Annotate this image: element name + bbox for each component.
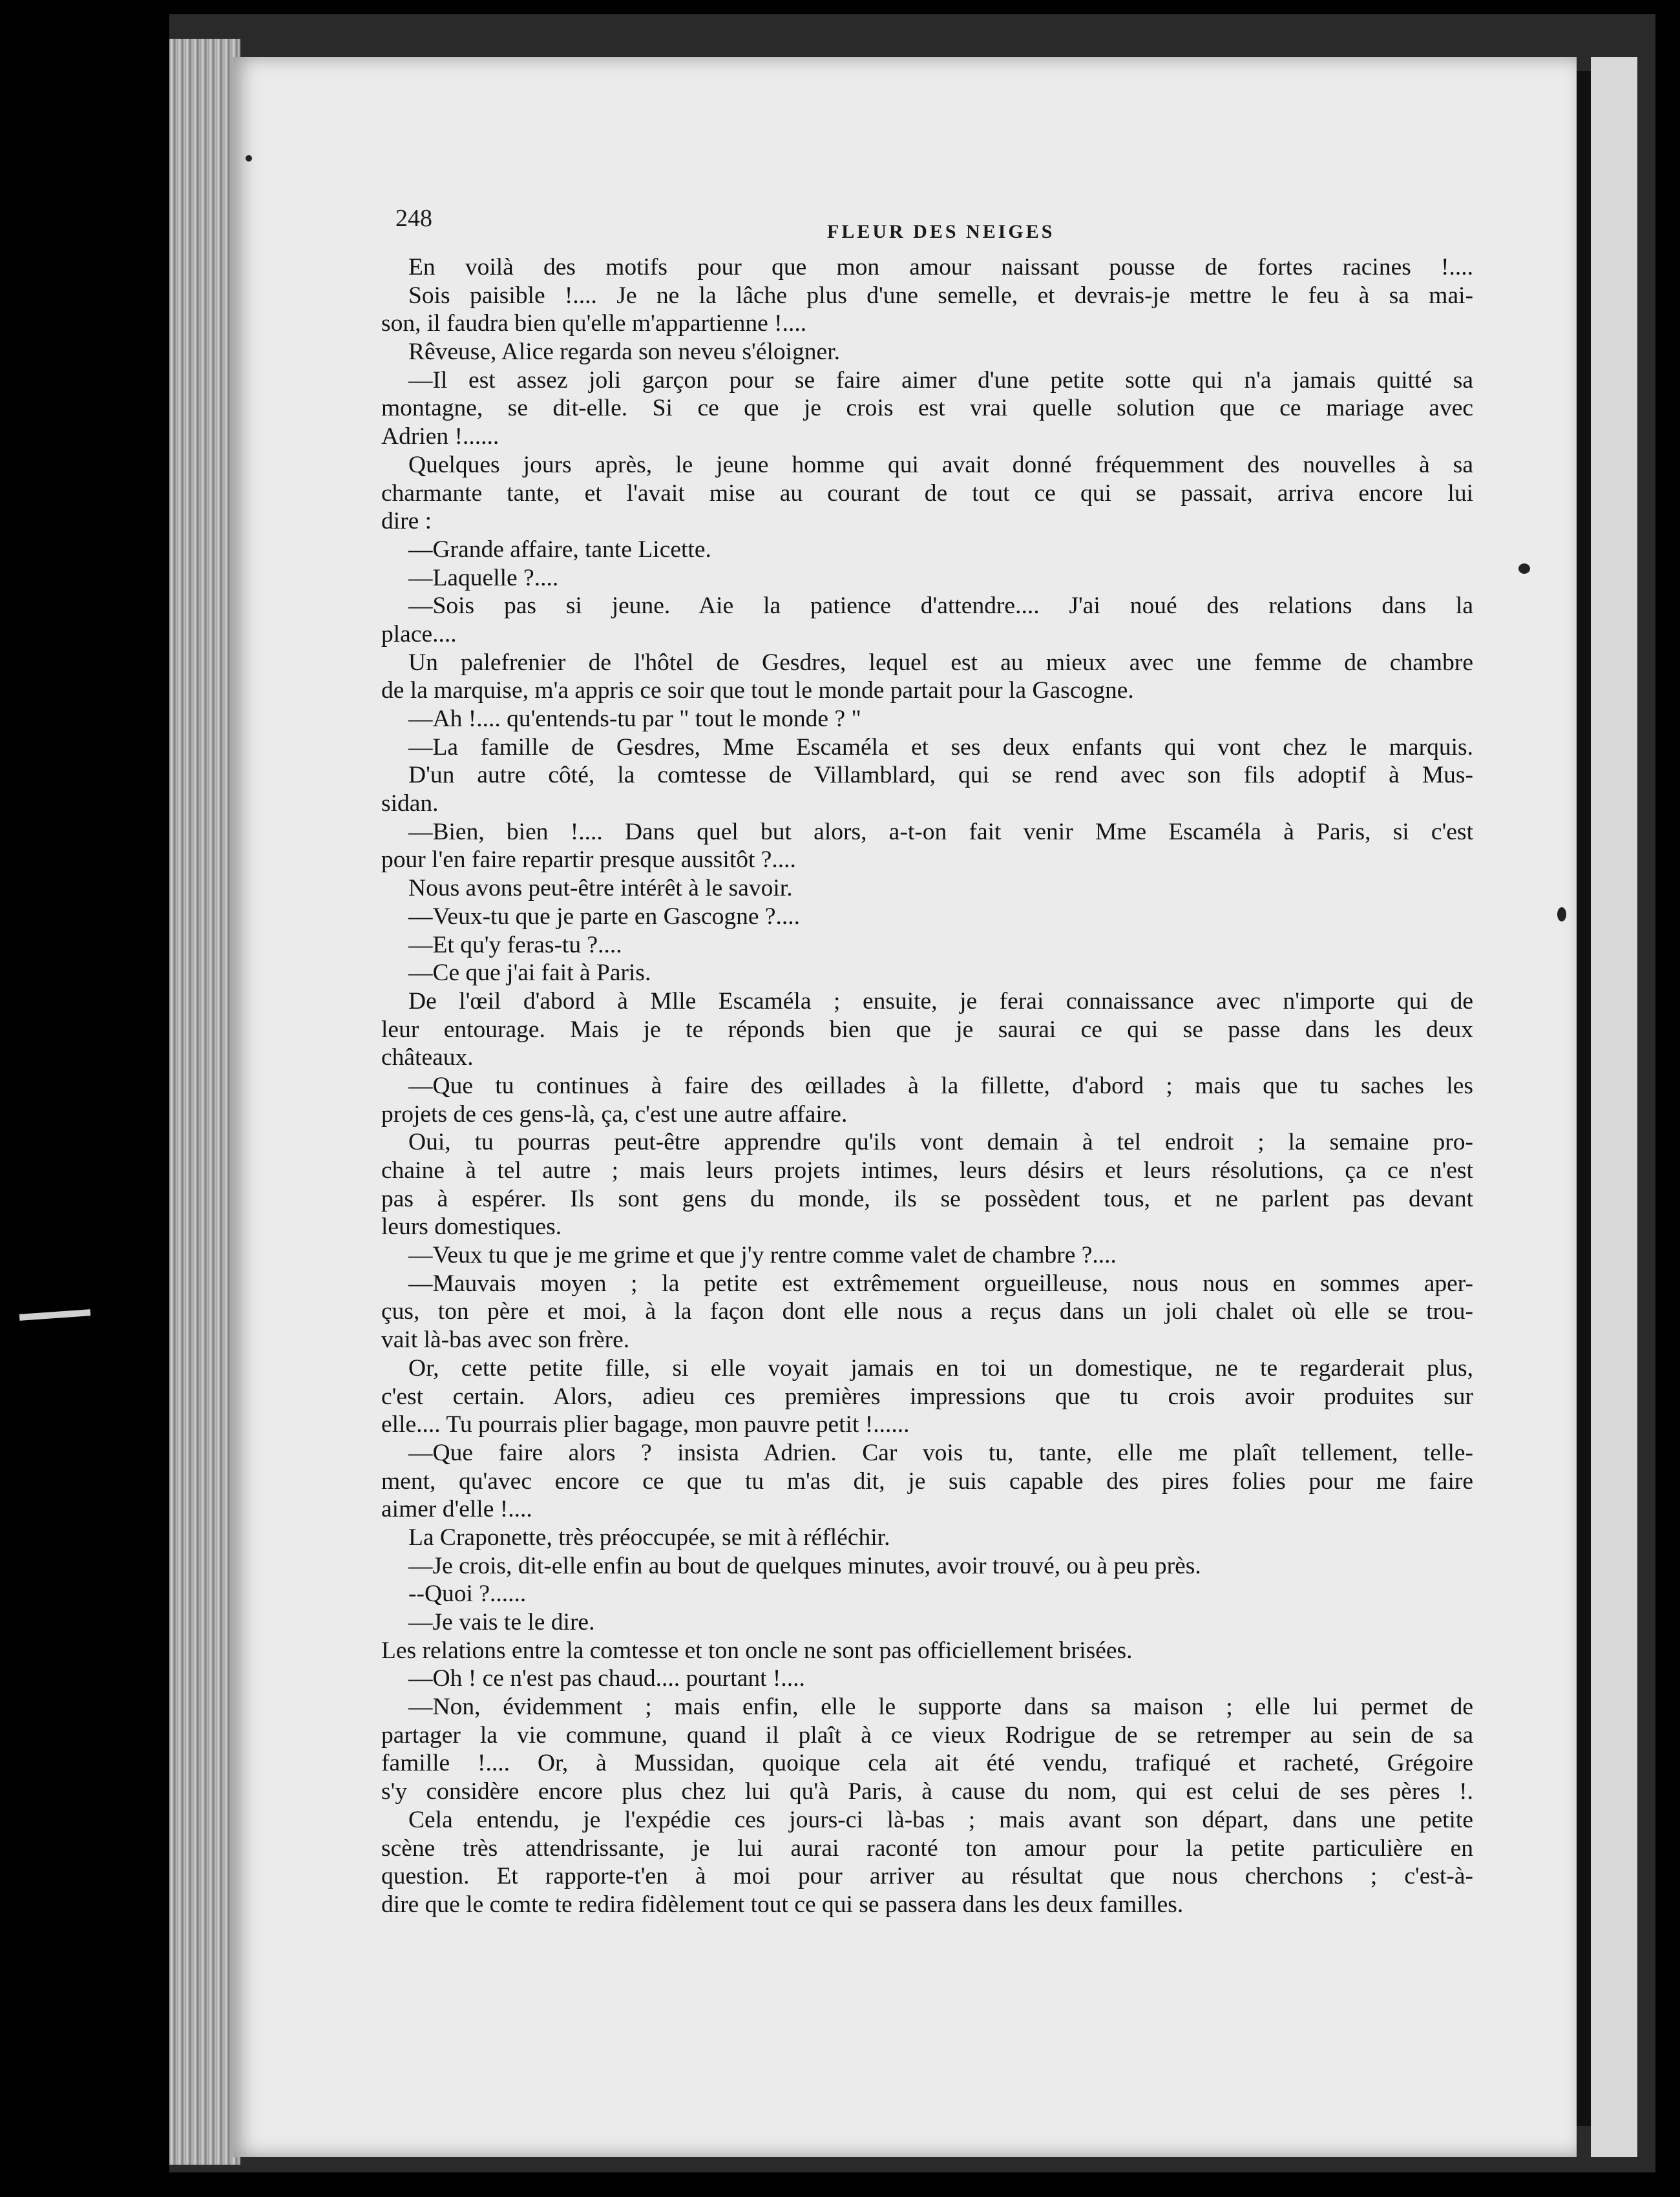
- text-line: pas à espérer. Ils sont gens du monde, ils se possèdent tous, et ne parlent pas devant: [381, 1185, 1473, 1212]
- text-line: --Quoi ?......: [408, 1581, 527, 1608]
- text-line: Un palefrenier de l'hôtel de Gesdres, lequel est au mieux avec une femme de chambre: [408, 649, 1473, 676]
- text-line: vait là-bas avec son frère.: [381, 1327, 630, 1354]
- text-line: —Il est assez joli garçon pour se faire aimer d'une petite sotte qui n'a jamais quitté sa: [408, 366, 1473, 394]
- text-line: chaine à tel autre ; mais leurs projets intimes, leurs désirs et leurs résolutions, ça ce n'est: [381, 1157, 1473, 1184]
- scan-speck: [1518, 563, 1530, 574]
- text-line: —Ce que j'ai fait à Paris.: [408, 960, 651, 987]
- text-line: pour l'en faire repartir presque aussitôt ?....: [381, 846, 796, 874]
- body-text: [381, 253, 1473, 1919]
- text-line: De l'œil d'abord à Mlle Escaméla ; ensuite, je ferai connaissance avec n'importe qui de: [408, 987, 1473, 1014]
- text-line: question. Et rapporte-t'en à moi pour arriver au résultat que nous cherchons ; c'est-à-: [381, 1863, 1473, 1890]
- text-line: —Veux tu que je me grime et que j'y rentre comme valet de chambre ?....: [408, 1242, 1117, 1269]
- text-line: —Et qu'y feras-tu ?....: [408, 931, 622, 958]
- text-line: dire que le comte te redira fidèlement tout ce qui se passera dans les deux familles.: [381, 1891, 1184, 1918]
- scan-speck: [246, 155, 252, 162]
- text-line: Les relations entre la comtesse et ton oncle ne sont pas officiellement brisées.: [381, 1637, 1133, 1664]
- scan-speck: [1557, 907, 1566, 921]
- text-line: —Mauvais moyen ; la petite est extrêmement orgueilleuse, nous nous en sommes aper-: [408, 1270, 1473, 1297]
- text-line: —Que tu continues à faire des œillades à la fillette, d'abord ; mais que tu saches les: [408, 1072, 1473, 1099]
- page-number: 248: [395, 205, 432, 232]
- text-line: de la marquise, m'a appris ce soir que tout le monde partait pour la Gascogne.: [381, 677, 1134, 704]
- text-line: Nous avons peut-être intérêt à le savoir.: [408, 875, 793, 902]
- text-line: projets de ces gens-là, ça, c'est une autre affaire.: [381, 1100, 848, 1128]
- text-line: Quelques jours après, le jeune homme qui avait donné fréquemment des nouvelles à sa: [408, 451, 1473, 478]
- text-line: elle.... Tu pourrais plier bagage, mon pauvre petit !......: [381, 1411, 910, 1438]
- text-line: En voilà des motifs pour que mon amour naissant pousse de fortes racines !....: [408, 254, 1473, 280]
- page-edges: [169, 39, 240, 2165]
- text-line: Cela entendu, je l'expédie ces jours-ci là-bas ; mais avant son départ, dans une petite: [408, 1806, 1473, 1833]
- text-line: Or, cette petite fille, si elle voyait jamais en toi un domestique, ne te regarderait plus,: [408, 1354, 1473, 1382]
- text-line: montagne, se dit-elle. Si ce que je crois est vrai quelle solution que ce mariage avec: [381, 395, 1473, 422]
- text-line: châteaux.: [381, 1044, 474, 1071]
- text-line: dire :: [381, 508, 432, 535]
- text-line: Oui, tu pourras peut-être apprendre qu'ils vont demain à tel endroit ; la semaine pro-: [408, 1129, 1473, 1156]
- text-line: çus, ton père et moi, à la façon dont elle nous a reçus dans un joli chalet où elle se trou-: [381, 1298, 1473, 1325]
- text-line: —Je crois, dit-elle enfin au bout de quelques minutes, avoir trouvé, ou à peu près.: [408, 1552, 1201, 1579]
- scan-artifact: [19, 1309, 90, 1321]
- text-line: —Oh ! ce n'est pas chaud.... pourtant !....: [408, 1665, 805, 1692]
- text-line: —Sois pas si jeune. Aie la patience d'attendre.... J'ai noué des relations dans la: [408, 593, 1473, 620]
- text-line: aimer d'elle !....: [381, 1496, 532, 1523]
- text-line: —Je vais te le dire.: [408, 1609, 595, 1635]
- text-line: —La famille de Gesdres, Mme Escaméla et ses deux enfants qui vont chez le marquis.: [408, 733, 1473, 761]
- text-line: Rêveuse, Alice regarda son neveu s'éloigner.: [408, 339, 840, 366]
- text-line: son, il faudra bien qu'elle m'appartienne !....: [381, 310, 807, 337]
- text-line: —Que faire alors ? insista Adrien. Car vois tu, tante, elle me plaît tellement, telle-: [408, 1439, 1473, 1466]
- text-line: Sois paisible !.... Je ne la lâche plus d'une semelle, et devrais-je mettre le feu à sa mai-: [408, 282, 1473, 309]
- text-line: —Bien, bien !.... Dans quel but alors, a-t-on fait venir Mme Escaméla à Paris, si c'est: [408, 818, 1473, 845]
- text-line: —Non, évidemment ; mais enfin, elle le supporte dans sa maison ; elle lui permet de: [408, 1694, 1473, 1721]
- text-line: famille !.... Or, à Mussidan, quoique cela ait été vendu, trafiqué et racheté, Grégoire: [381, 1750, 1473, 1777]
- text-line: —Grande affaire, tante Licette.: [408, 536, 711, 563]
- page-gutter: [1577, 71, 1591, 2126]
- text-line: sidan.: [381, 790, 439, 817]
- facing-page-edge: [1591, 57, 1637, 2157]
- text-line: leurs domestiques.: [381, 1214, 562, 1241]
- text-line: s'y considère encore plus chez lui qu'à Paris, à cause du nom, qui est celui de ses pères !.: [381, 1778, 1473, 1805]
- text-line: c'est certain. Alors, adieu ces premières impressions que tu crois avoir produites sur: [381, 1383, 1473, 1410]
- text-line: ment, qu'avec encore ce que tu m'as dit, je suis capable des pires folies pour me faire: [381, 1467, 1473, 1495]
- text-line: place....: [381, 620, 457, 647]
- text-line: Adrien !......: [381, 423, 499, 450]
- text-line: partager la vie commune, quand il plaît à ce vieux Rodrigue de se retremper au sein de sa: [381, 1721, 1473, 1749]
- text-line: La Craponette, très préoccupée, se mit à réfléchir.: [408, 1524, 890, 1551]
- text-line: charmante tante, et l'avait mise au courant de tout ce qui se passait, arriva encore lui: [381, 479, 1473, 507]
- text-line: —Ah !.... qu'entends-tu par " tout le monde ? ": [408, 706, 861, 732]
- text-line: scène très attendrissante, je lui aurai raconté ton amour pour la petite particulière en: [381, 1834, 1473, 1862]
- text-line: —Veux-tu que je parte en Gascogne ?....: [408, 903, 801, 930]
- running-title: FLEUR DES NEIGES: [827, 221, 1055, 242]
- text-line: —Laquelle ?....: [408, 564, 559, 591]
- text-line: leur entourage. Mais je te réponds bien que je saurai ce qui se passe dans les deux: [381, 1016, 1473, 1043]
- text-line: D'un autre côté, la comtesse de Villamblard, qui se rend avec son fils adoptif à Mus-: [408, 762, 1473, 789]
